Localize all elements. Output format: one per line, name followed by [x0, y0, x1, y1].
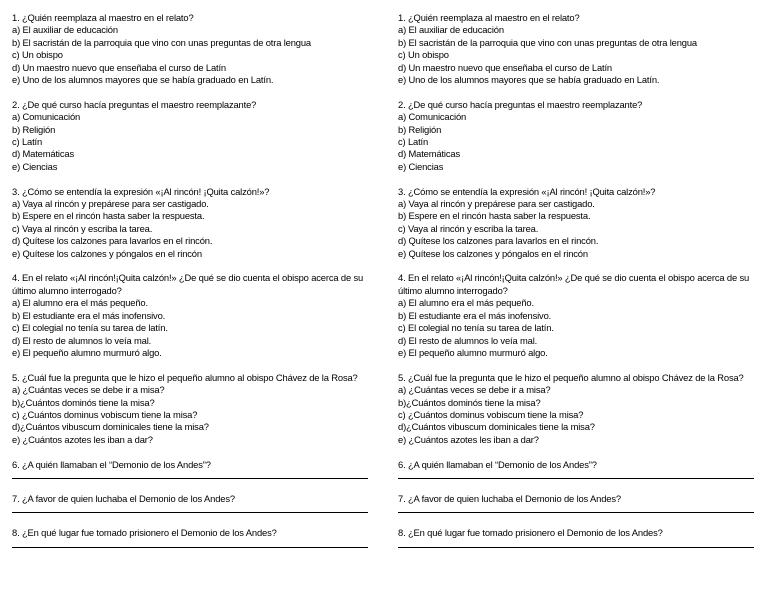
question-1 [398, 12, 756, 86]
question-4-stem: 4. En el relato «¡Al rincón!¡Quita calzón!» ¿De qué se dio cuenta el obispo acerca de su último alumno interrogado? [12, 272, 364, 296]
question-3 [12, 186, 370, 260]
question-2-option-e: e) Ciencias [398, 160, 444, 172]
question-3-option-e: e) Quítese los calzones y póngalos en el rincón [12, 247, 202, 259]
question-2-option-b: b) Religión [12, 123, 56, 135]
question-2-option-d: d) Matemáticas [12, 148, 74, 160]
question-5 [12, 372, 370, 446]
worksheet-copy-left [12, 12, 370, 562]
question-2-option-a: a) Comunicación [12, 111, 81, 123]
question-6-stem: 6. ¿A quién llamaban el “Demonio de los Andes”? [12, 458, 211, 470]
question-2-stem: 2. ¿De qué curso hacía preguntas el maestro reemplazante? [12, 98, 257, 110]
question-5-option-e: e) ¿Cuántos azotes les iban a dar? [12, 433, 153, 445]
question-1-option-c: c) Un obispo [398, 49, 449, 61]
question-4-option-d: d) El resto de alumnos lo veía mal. [398, 334, 538, 346]
question-3-stem: 3. ¿Cómo se entendía la expresión «¡Al rincón! ¡Quita calzón!»? [12, 185, 270, 197]
question-4-option-b: b) El estudiante era el más inofensivo. [398, 309, 552, 321]
question-2-stem: 2. ¿De qué curso hacía preguntas el maestro reemplazante? [398, 98, 643, 110]
question-1-stem: 1. ¿Quién reemplaza al maestro en el relato? [12, 12, 194, 23]
question-1-option-a: a) El auxiliar de educación [398, 24, 504, 36]
question-4-option-b: b) El estudiante era el más inofensivo. [12, 309, 166, 321]
question-8 [398, 527, 756, 547]
answer-line-6 [398, 471, 754, 479]
question-5-option-d: d)¿Cuántos vibuscum dominicales tiene la misa? [398, 421, 595, 433]
question-8 [12, 527, 370, 547]
question-5-option-b: b)¿Cuántos dominós tiene la misa? [398, 396, 541, 408]
question-4-option-a: a) El alumno era el más pequeño. [398, 297, 534, 309]
question-4 [12, 272, 370, 359]
question-7 [12, 493, 370, 513]
question-5-stem: 5. ¿Cuál fue la pregunta que le hizo el pequeño alumno al obispo Chávez de la Rosa? [398, 371, 744, 383]
answer-line-6 [12, 471, 368, 479]
question-1-option-b: b) El sacristán de la parroquia que vino con unas preguntas de otra lengua [398, 36, 697, 48]
question-8-stem: 8. ¿En qué lugar fue tomado prisionero el Demonio de los Andes? [398, 527, 663, 539]
question-1-stem: 1. ¿Quién reemplaza al maestro en el relato? [398, 12, 580, 23]
question-7-stem: 7. ¿A favor de quien luchaba el Demonio de los Andes? [12, 492, 235, 504]
question-3-option-e: e) Quítese los calzones y póngalos en el rincón [398, 247, 588, 259]
question-1-option-d: d) Un maestro nuevo que enseñaba el curso de Latín [398, 61, 612, 73]
question-3-option-b: b) Espere en el rincón hasta saber la respuesta. [12, 210, 205, 222]
worksheet-copy-right [398, 12, 756, 562]
question-5-option-c: c) ¿Cuántos dominus vobiscum tiene la misa? [398, 408, 584, 420]
question-4-stem: 4. En el relato «¡Al rincón!¡Quita calzón!» ¿De qué se dio cuenta el obispo acerca de su último alumno interrogado? [398, 272, 750, 296]
question-4 [398, 272, 756, 359]
answer-line-8 [398, 540, 754, 548]
question-3-option-c: c) Vaya al rincón y escriba la tarea. [398, 222, 539, 234]
question-4-option-c: c) El colegial no tenía su tarea de latín. [398, 322, 554, 334]
question-3 [398, 186, 756, 260]
question-5-option-d: d)¿Cuántos vibuscum dominicales tiene la misa? [12, 421, 209, 433]
question-3-option-a: a) Vaya al rincón y prepárese para ser castigado. [12, 198, 209, 210]
question-6 [398, 459, 756, 479]
question-3-option-b: b) Espere en el rincón hasta saber la respuesta. [398, 210, 591, 222]
question-2-option-b: b) Religión [398, 123, 442, 135]
question-3-option-a: a) Vaya al rincón y prepárese para ser castigado. [398, 198, 595, 210]
question-2 [12, 99, 370, 173]
question-2-option-c: c) Latín [12, 136, 43, 148]
question-1-option-e: e) Uno de los alumnos mayores que se había graduado en Latín. [12, 74, 274, 86]
question-1-option-a: a) El auxiliar de educación [12, 24, 118, 36]
question-2-option-d: d) Matemáticas [398, 148, 460, 160]
question-6-stem: 6. ¿A quién llamaban el “Demonio de los Andes”? [398, 458, 597, 470]
question-2-option-e: e) Ciencias [12, 160, 58, 172]
question-2 [398, 99, 756, 173]
question-5 [398, 372, 756, 446]
question-3-option-d: d) Quítese los calzones para lavarlos en el rincón. [398, 235, 599, 247]
question-1-option-c: c) Un obispo [12, 49, 63, 61]
answer-line-7 [12, 505, 368, 513]
question-3-option-d: d) Quítese los calzones para lavarlos en el rincón. [12, 235, 213, 247]
question-5-option-c: c) ¿Cuántos dominus vobiscum tiene la misa? [12, 408, 198, 420]
answer-line-8 [12, 540, 368, 548]
question-5-option-b: b)¿Cuántos dominós tiene la misa? [12, 396, 155, 408]
question-5-stem: 5. ¿Cuál fue la pregunta que le hizo el pequeño alumno al obispo Chávez de la Rosa? [12, 371, 358, 383]
question-7 [398, 493, 756, 513]
question-4-option-a: a) El alumno era el más pequeño. [12, 297, 148, 309]
question-4-option-e: e) El pequeño alumno murmuró algo. [12, 346, 162, 358]
question-8-stem: 8. ¿En qué lugar fue tomado prisionero el Demonio de los Andes? [12, 527, 277, 539]
question-4-option-c: c) El colegial no tenía su tarea de latín. [12, 322, 168, 334]
question-2-option-c: c) Latín [398, 136, 429, 148]
question-4-option-e: e) El pequeño alumno murmuró algo. [398, 346, 548, 358]
question-6 [12, 459, 370, 479]
question-1-option-e: e) Uno de los alumnos mayores que se había graduado en Latín. [398, 74, 660, 86]
question-5-option-a: a) ¿Cuántas veces se debe ir a misa? [398, 384, 551, 396]
question-1-option-b: b) El sacristán de la parroquia que vino con unas preguntas de otra lengua [12, 36, 311, 48]
question-4-option-d: d) El resto de alumnos lo veía mal. [12, 334, 152, 346]
question-5-option-e: e) ¿Cuántos azotes les iban a dar? [398, 433, 539, 445]
question-5-option-a: a) ¿Cuántas veces se debe ir a misa? [12, 384, 165, 396]
question-2-option-a: a) Comunicación [398, 111, 467, 123]
question-1-option-d: d) Un maestro nuevo que enseñaba el curso de Latín [12, 61, 226, 73]
question-3-stem: 3. ¿Cómo se entendía la expresión «¡Al rincón! ¡Quita calzón!»? [398, 185, 656, 197]
question-7-stem: 7. ¿A favor de quien luchaba el Demonio de los Andes? [398, 492, 621, 504]
question-3-option-c: c) Vaya al rincón y escriba la tarea. [12, 222, 153, 234]
question-1 [12, 12, 370, 86]
answer-line-7 [398, 505, 754, 513]
